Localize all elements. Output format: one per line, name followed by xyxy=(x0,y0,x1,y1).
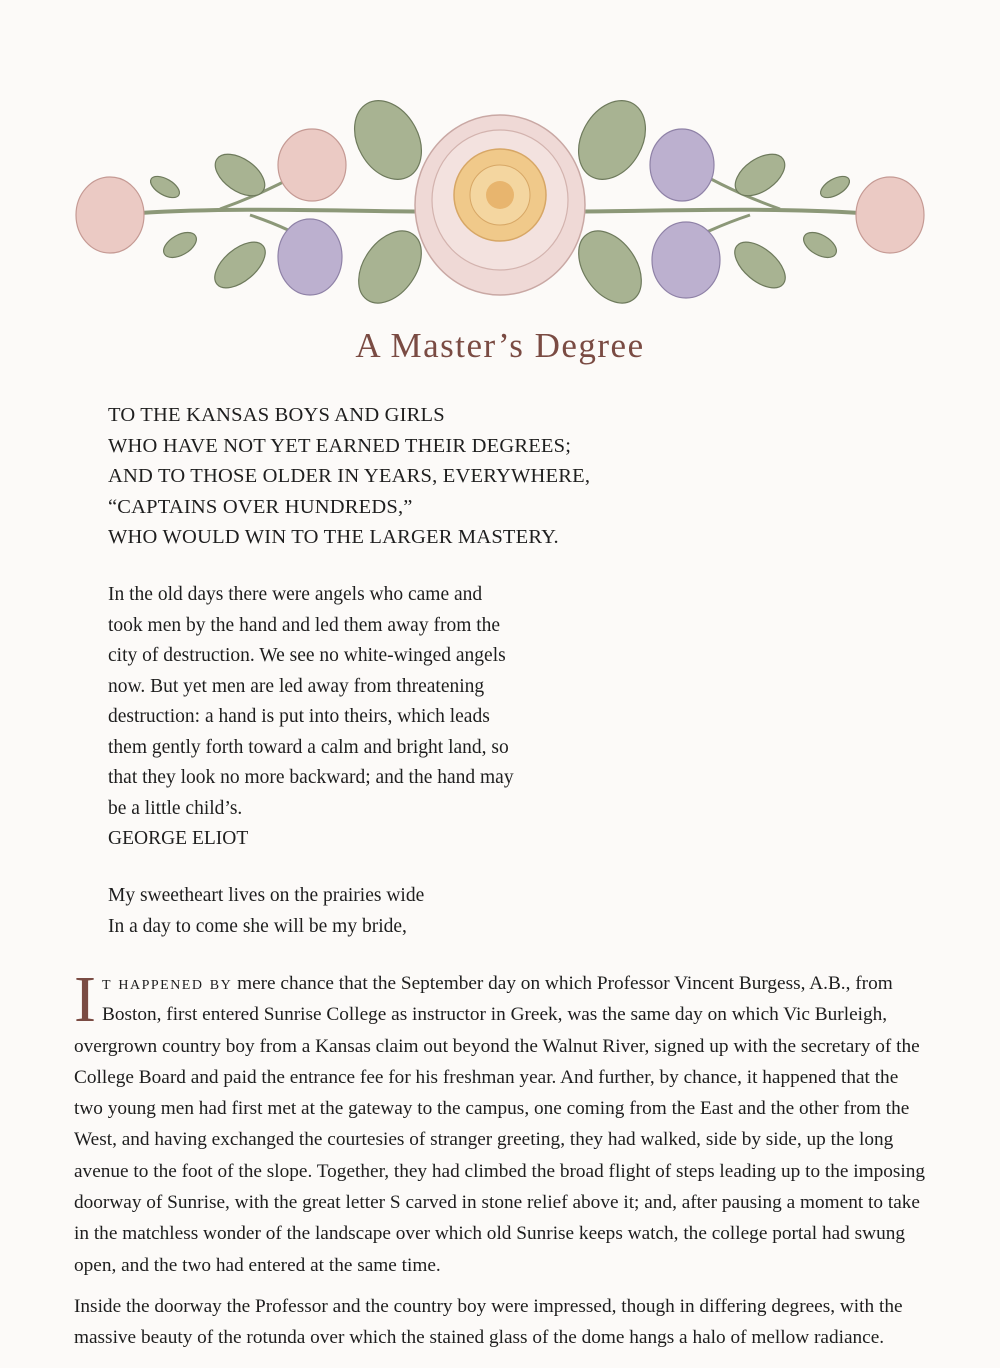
epigraph-line: them gently forth toward a calm and bright land, so xyxy=(108,736,509,758)
story-paragraph xyxy=(74,963,926,1281)
dedication-line: WHO HAVE NOT YET EARNED THEIR DEGREES; xyxy=(108,434,572,457)
chapter-title: A Master’s Degree xyxy=(355,326,645,365)
dedication-line: WHO WOULD WIN TO THE LARGER MASTERY. xyxy=(108,526,559,549)
epigraph xyxy=(108,580,538,855)
opening-smallcaps: t happened by xyxy=(101,973,233,994)
paragraph-text: mere chance that the September day on which Professor Vincent Burgess, A.B., from Boston, first entered Sunrise College as instructor in Greek, was the same day on which Vic Burleigh, overgrown country boy from a Kansas claim out beyond the Walnut River, signed up with the secretary of the College Board and paid the entrance fee for his freshman year. And further, by chance, it happened that the two young men had first met at the gateway to the campus, one coming from the East and the other from the West, and having exchanged the courtesies of stranger greeting, they had walked, side by side, up the long avenue to the foot of the slope. Together, they had climbed the broad flight of steps leading up to the imposing doorway of Sunrise, with the great letter S carved in stone relief above it; and, after pausing a moment to take in the matchless wonder of the landscape over which old Sunrise keeps watch, the college portal had swung open, and the two had entered at the same time. xyxy=(74,973,926,1276)
story-body xyxy=(74,963,926,1364)
epigraph-line: took men by the hand and led them away from the xyxy=(108,614,501,636)
verse xyxy=(108,881,424,942)
epigraph-line: destruction: a hand is put into theirs, which leads xyxy=(108,706,490,727)
verse-line: In a day to come she will be my bride, xyxy=(108,915,407,937)
epigraph-line: city of destruction. We see no white-winged angels xyxy=(108,645,506,666)
drop-cap: I xyxy=(74,963,96,1036)
story-paragraph: Inside the doorway the Professor and the country boy were impressed, though in differing degrees, with the massive beauty of the rotunda over which the stained glass of the dome hangs a halo of mellow radiance. xyxy=(74,1295,903,1349)
epigraph-line: that they look no more backward; and the hand may xyxy=(108,767,514,788)
rose-garland-ornament xyxy=(70,95,930,305)
dedication-line: TO THE KANSAS BOYS AND GIRLS xyxy=(108,404,445,426)
dedication-line: AND TO THOSE OLDER IN YEARS, EVERYWHERE, xyxy=(108,465,591,488)
epigraph-author: GEORGE ELIOT xyxy=(108,828,249,849)
epigraph-line: In the old days there were angels who came and xyxy=(108,584,483,605)
epigraph-line: now. But yet men are led away from threatening xyxy=(108,675,485,697)
dedication-line: “CAPTAINS OVER HUNDREDS,” xyxy=(108,495,413,518)
epigraph-line: be a little child’s. xyxy=(108,797,243,819)
dedication xyxy=(108,400,590,553)
verse-line: My sweetheart lives on the prairies wide xyxy=(108,885,425,906)
